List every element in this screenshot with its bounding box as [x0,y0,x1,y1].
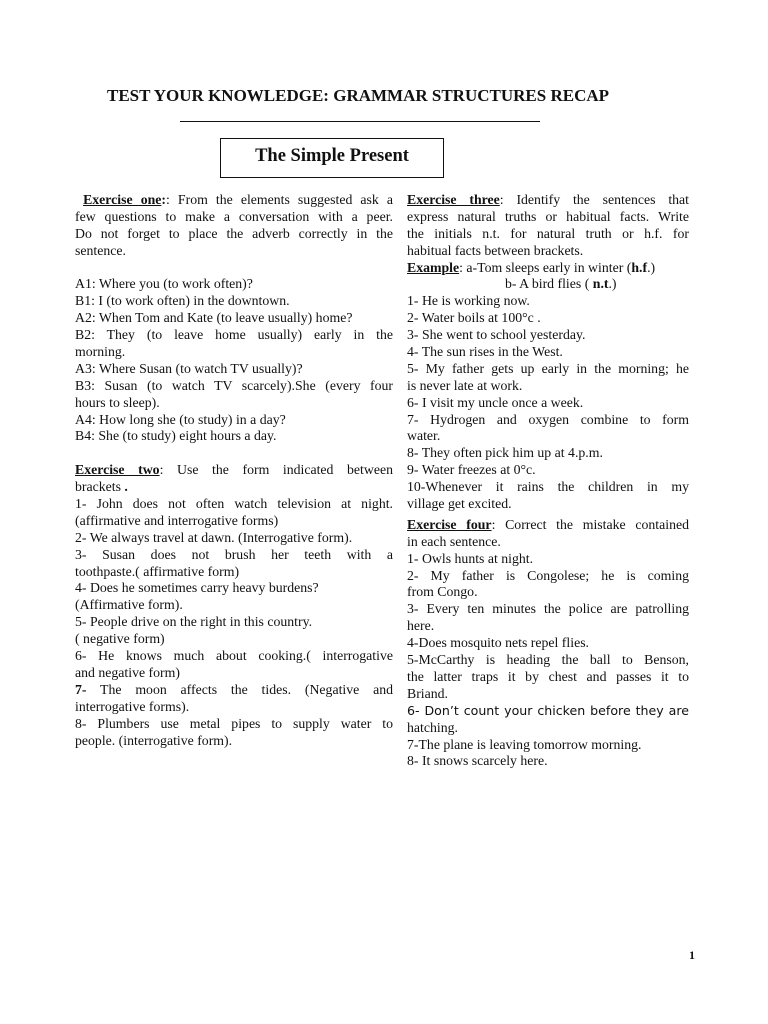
list-item: 3- She went to school yesterday. [407,327,586,343]
page-number: 1 [689,948,695,962]
exercise-three-intro-line: express natural truths or habitual facts. Write [407,208,689,224]
exercise-one-intro-line: few questions to make a conversation with a peer. [75,208,393,224]
list-item: 10-Whenever it rains the children in my [407,479,689,495]
exercise-three-intro-line: the initials n.t. for natural truth or h.f. for [407,225,689,241]
title-underline [180,121,540,122]
exercise-three-heading: Exercise three [407,192,500,207]
exercise-two-intro [75,462,393,479]
example-tag: n.t [592,276,609,292]
list-item: 8- Plumbers use metal pipes to supply water to [75,715,393,731]
dialogue-line: B3: Susan (to watch TV scarcely).She (every four [75,377,393,393]
list-item: people. (interrogative form). [75,732,233,748]
exercise-two-intro-text: brackets [75,479,121,495]
dialogue-line: hours to sleep). [75,394,160,410]
list-item: 5- People drive on the right in this country. [75,614,313,630]
exercise-four-intro-text: : Correct the mistake contained [491,516,690,532]
list-item: 7- Hydrogen and oxygen combine to form [407,411,689,427]
list-item: 2- Water boils at 100°c . [407,310,541,326]
list-item: water. [407,428,441,444]
exercise-one-intro-text: : From the elements suggested ask a [166,192,394,207]
list-item: 2- My father is Congolese; he is coming [407,567,689,583]
exercise-four-intro [407,517,689,534]
list-item: 4-Does mosquito nets repel flies. [407,635,590,651]
list-item: from Congo. [407,584,478,600]
list-item: 8- It snows scarcely here. [407,753,548,769]
exercise-one-intro-line: sentence. [75,242,126,258]
exercise-two-intro-dot: . [120,479,128,495]
list-item: 5-McCarthy is heading the ball to Benson, [407,652,689,668]
exercise-three-intro [407,192,689,209]
left-column [75,192,393,749]
example-text: b- A bird flies ( [505,276,593,292]
exercise-one-intro: Exercise one:: From the elements suggested ask a [83,192,394,207]
list-item: 5- My father gets up early in the morning; he [407,360,689,376]
exercise-two-intro-text: : Use the form indicated between [159,462,393,478]
exercise-four-heading: Exercise four [407,516,492,532]
section-title-box [220,138,444,178]
list-item: 1- Owls hunts at night. [407,550,534,566]
dialogue-line: A3: Where Susan (to watch TV usually)? [75,360,303,376]
list-item: the latter traps it by chest and passes it to [407,668,689,684]
exercise-one-intro-line: Do not forget to place the adverb correctly in the [75,225,393,241]
dialogue-line: B4: She (to study) eight hours a day. [75,428,277,444]
exercise-three-intro-text: : Identify the sentences that [499,192,690,207]
list-item: 7-The plane is leaving tomorrow morning. [407,736,642,752]
list-item: 9- Water freezes at 0°c. [407,462,536,478]
example-label: Example [407,259,460,275]
dialogue-line: A1: Where you (to work often)? [75,276,253,292]
dialogue-line: A2: When Tom and Kate (to leave usually) home? [75,310,353,326]
list-item: is never late at work. [407,377,523,393]
list-item: toothpaste.( affirmative form) [75,563,240,579]
example-text: .) [647,259,656,275]
list-item: and negative form) [75,664,180,680]
list-item [75,682,393,699]
exercise-two-heading: Exercise two [75,462,160,478]
right-column [407,192,689,770]
dialogue-line: A4: How long she (to study) in a day? [75,411,286,427]
list-item-text: The moon affects the tides. (Negative and [86,681,393,697]
exercise-three-intro-line: habitual facts between brackets. [407,242,584,258]
list-item: interrogative forms). [75,698,190,714]
list-item: 8- They often pick him up at 4.p.m. [407,445,603,461]
list-item: hatching. [407,719,458,735]
page-title: TEST YOUR KNOWLEDGE: GRAMMAR STRUCTURES RECAP [106,86,610,105]
section-title: The Simple Present [255,146,409,166]
example-text: : a-Tom sleeps early in winter ( [459,259,632,275]
list-item: 4- The sun rises in the West. [407,344,563,360]
example-line [407,276,689,293]
dialogue-line: morning. [75,344,126,360]
list-item: 3- Susan does not brush her teeth with a [75,546,393,562]
example-line [407,260,689,277]
list-item: 1- He is working now. [407,293,530,309]
list-item: 6- He knows much about cooking.( interrogative [75,648,393,664]
dialogue-line: B2: They (to leave home usually) early in the [75,327,393,343]
exercise-one-heading: Exercise one [83,192,162,207]
list-item: 1- John does not often watch television at night. [75,496,393,512]
exercise-two-intro-line [75,479,393,496]
list-item-number: 7- [75,681,87,697]
list-item: Briand. [407,685,448,701]
list-item: ( negative form) [75,631,165,647]
list-item: (Affirmative form). [75,597,183,613]
list-item: 2- We always travel at dawn. (Interrogative form). [75,529,353,545]
exercise-four-intro-line: in each sentence. [407,533,501,549]
list-item: (affirmative and interrogative forms) [75,512,279,528]
example-text: .) [608,276,617,292]
list-item: village get excited. [407,496,512,512]
list-item: 4- Does he sometimes carry heavy burdens? [75,580,319,596]
dialogue-line: B1: I (to work often) in the downtown. [75,293,290,309]
list-item: 3- Every ten minutes the police are patrolling [407,601,689,617]
list-item: 6- I visit my uncle once a week. [407,394,584,410]
example-tag: h.f [631,259,648,275]
list-item: 6- Don’t count your chicken before they are [407,702,689,718]
list-item: here. [407,618,435,634]
